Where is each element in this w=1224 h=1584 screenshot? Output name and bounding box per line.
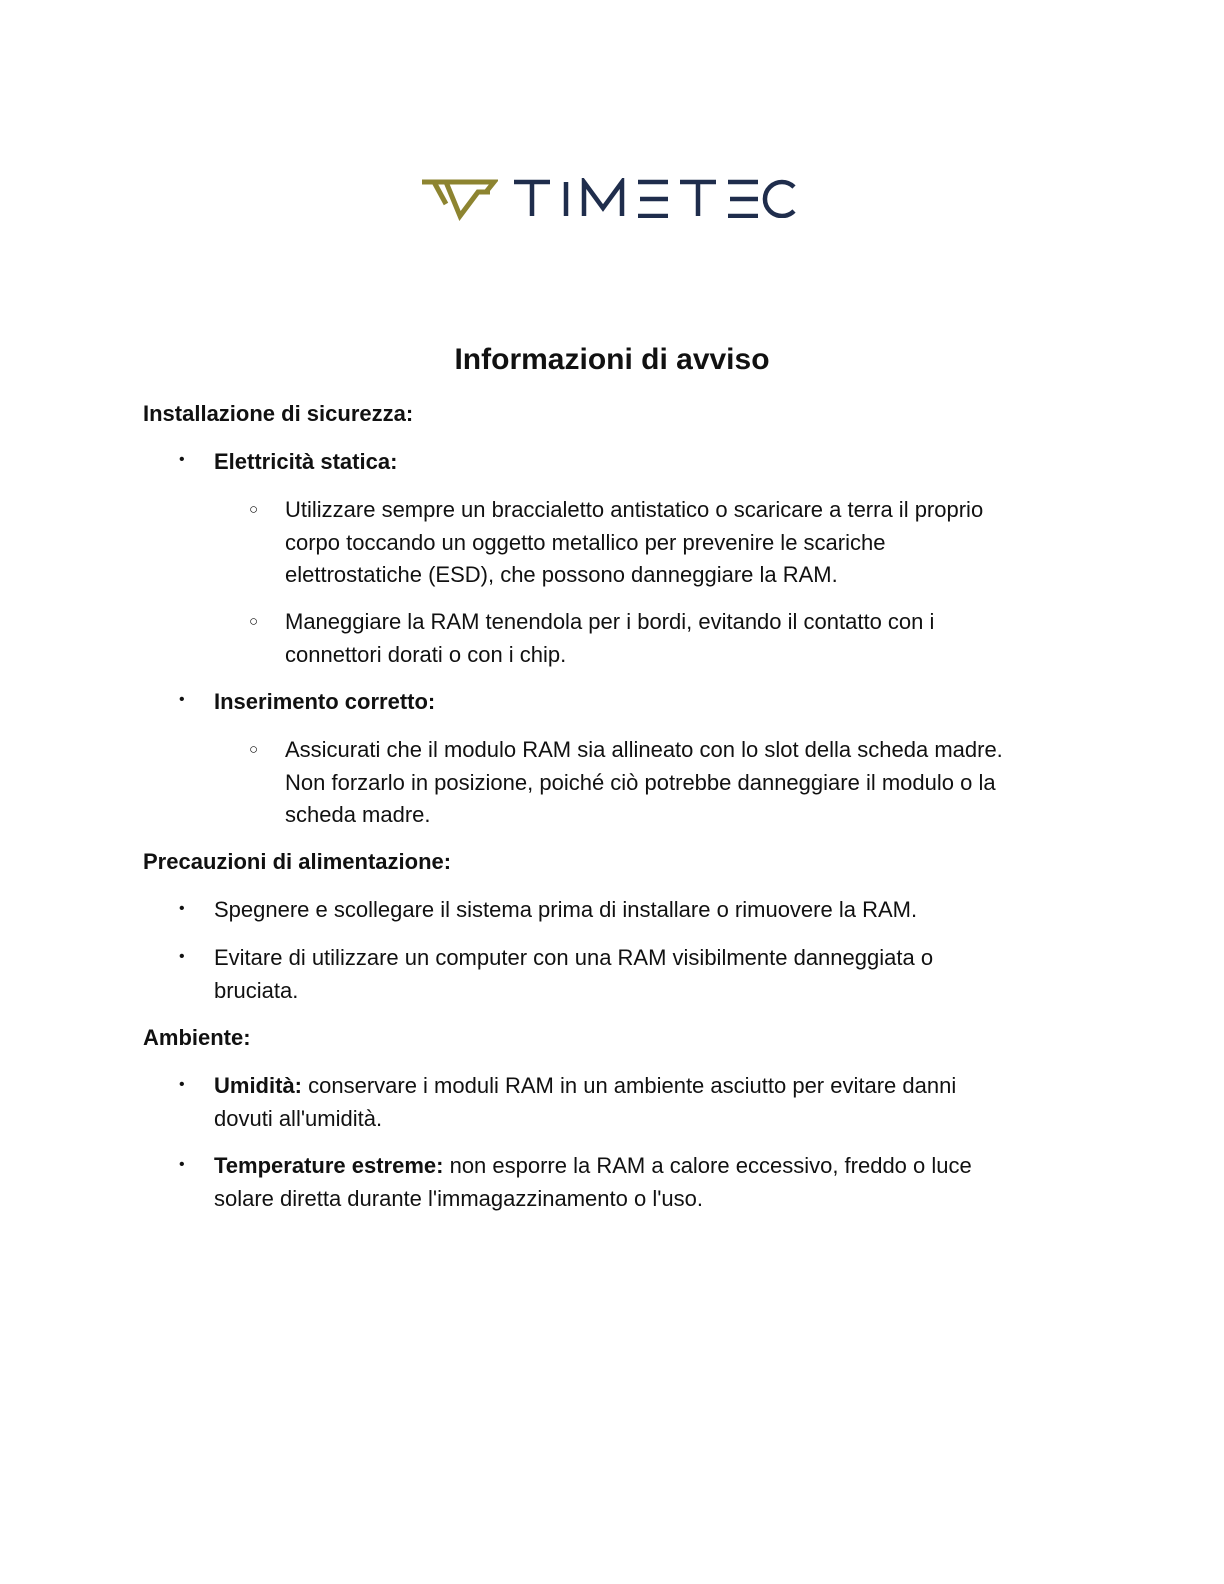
page-title: Informazioni di avviso [454, 343, 770, 376]
list-item-inserimento: Inserimento corretto: [214, 689, 436, 714]
timetec-wordmark [514, 178, 796, 218]
list-item-umidita: Umidità: conservare i moduli RAM in un ambiente asciutto per evitare danni dovuti all'umidità. [214, 1073, 957, 1131]
list-item-spegnere: Spegnere e scollegare il sistema prima di installare o rimuovere la RAM. [214, 897, 918, 922]
section-heading-installazione: Installazione di sicurezza: [143, 401, 414, 426]
bullet-marker: • [179, 1076, 185, 1093]
list-item-braccialetto: Utilizzare sempre un braccialetto antistatico o scaricare a terra il proprio corpo toccando un oggetto metallico per prevenire le scariche elettrostatiche (ESD), che possono danneggiare la RAM. [285, 497, 984, 587]
bullet-marker: • [179, 900, 185, 917]
circle-marker: ○ [249, 741, 259, 758]
list-item-maneggiare: Maneggiare la RAM tenendola per i bordi, evitando il contatto con i connettori dorati o con i chip. [285, 609, 935, 667]
bullet-marker: • [179, 451, 185, 468]
section-heading-ambiente: Ambiente: [143, 1025, 251, 1050]
circle-marker: ○ [249, 501, 259, 518]
logo [420, 170, 796, 226]
list-item-modulo-ram: Assicurati che il modulo RAM sia allineato con lo slot della scheda madre. Non forzarlo in posizione, poiché ciò potrebbe danneggiare il modulo o la scheda madre. [285, 737, 1003, 827]
bullet-marker: • [179, 691, 185, 708]
list-item-temperature: Temperature estreme: non esporre la RAM a calore eccessivo, freddo o luce solare diretta durante l'immagazzinamento o l'uso. [214, 1153, 972, 1211]
section-heading-alimentazione: Precauzioni di alimentazione: [143, 849, 452, 874]
circle-marker: ○ [249, 613, 259, 630]
list-item-elettricita: Elettricità statica: [214, 449, 398, 474]
bullet-marker: • [179, 1156, 185, 1173]
timetec-logo-mark [420, 172, 498, 224]
list-item-evitare: Evitare di utilizzare un computer con una RAM visibilmente danneggiata o bruciata. [214, 945, 934, 1003]
bullet-marker: • [179, 948, 185, 965]
